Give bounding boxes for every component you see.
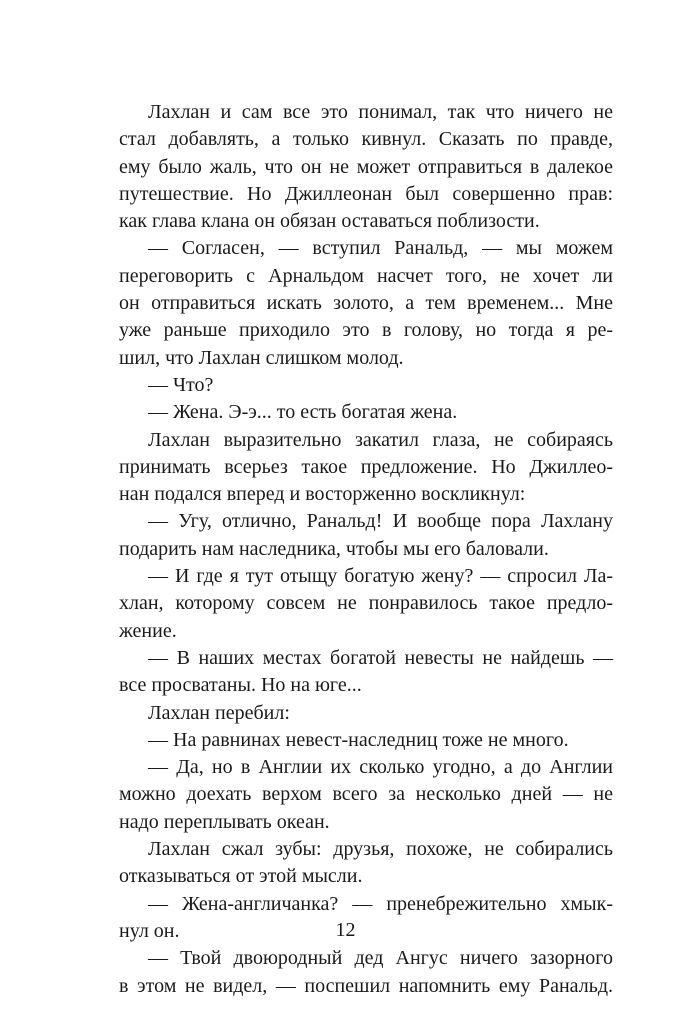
text-line: — Твой двоюродный дед Ангус ничего зазорного	[148, 947, 613, 970]
text-line: Лахлан выразительно закатил глаза, не собираясь	[148, 428, 613, 451]
text-line: — Жена-англичанка? — пренебрежительно хмык-	[148, 892, 613, 915]
text-line: — Угу, отлично, Ранальд! И вообще пора Лахлану	[148, 510, 613, 533]
text-line: — В наших местах богатой невесты не найдешь —	[148, 646, 613, 669]
page-number: 12	[335, 919, 356, 941]
text-line: — И где я тут отыщу богатую жену? — спросил Ла-	[148, 565, 613, 588]
text-line: уже раньше приходило это в голову, но тогда я ре-	[119, 319, 613, 342]
text-line: все просватаны. Но на юге...	[119, 674, 362, 697]
text-line: — Жена. Э-э... то есть богатая жена.	[148, 401, 458, 424]
text-line: стал добавлять, а только кивнул. Сказать по правде,	[119, 128, 613, 151]
text-line: нул он.	[119, 919, 180, 942]
text-line: шил, что Лахлан слишком молод.	[119, 346, 404, 369]
text-line: Лахлан сжал зубы: друзья, похоже, не собирались	[148, 838, 613, 861]
text-line: — Что?	[148, 373, 214, 396]
text-line: можно доехать верхом всего за несколько дней — не	[119, 783, 613, 806]
text-line: как глава клана он обязан оставаться поблизости.	[119, 210, 540, 233]
text-line: принимать всерьез такое предложение. Но Джиллео-	[119, 455, 613, 478]
text-line: путешествие. Но Джиллеонан был совершенно прав:	[119, 182, 613, 205]
text-line: хлан, которому совсем не понравилось такое предло-	[119, 592, 613, 615]
text-line: Лахлан и сам все это понимал, так что ничего не	[148, 101, 613, 123]
text-line: в этом не видел, — поспешил напомнить ему Ранальд.	[119, 974, 613, 997]
text-line: надо переплывать океан.	[119, 810, 330, 833]
text-line: — Согласен, — вступил Ранальд, — мы можем	[148, 237, 613, 260]
text-line: нан подался вперед и восторженно воскликнул:	[119, 483, 526, 506]
text-line: Лахлан перебил:	[148, 701, 290, 724]
text-line: переговорить с Арнальдом насчет того, не хочет ли	[119, 264, 613, 287]
text-line: — Да, но в Англии их сколько угодно, а до Англии	[148, 756, 613, 779]
text-line: отказываться от этой мысли.	[119, 865, 363, 888]
text-line: ему было жаль, что он не может отправиться в далекое	[119, 155, 613, 178]
text-line: — На равнинах невест-наследниц тоже не много.	[148, 728, 569, 751]
text-line: он отправиться искать золото, а тем временем... Мне	[119, 292, 613, 315]
body-text	[119, 99, 613, 1000]
text-line: подарить нам наследника, чтобы мы его баловали.	[119, 537, 549, 560]
text-line: жение.	[119, 619, 177, 642]
